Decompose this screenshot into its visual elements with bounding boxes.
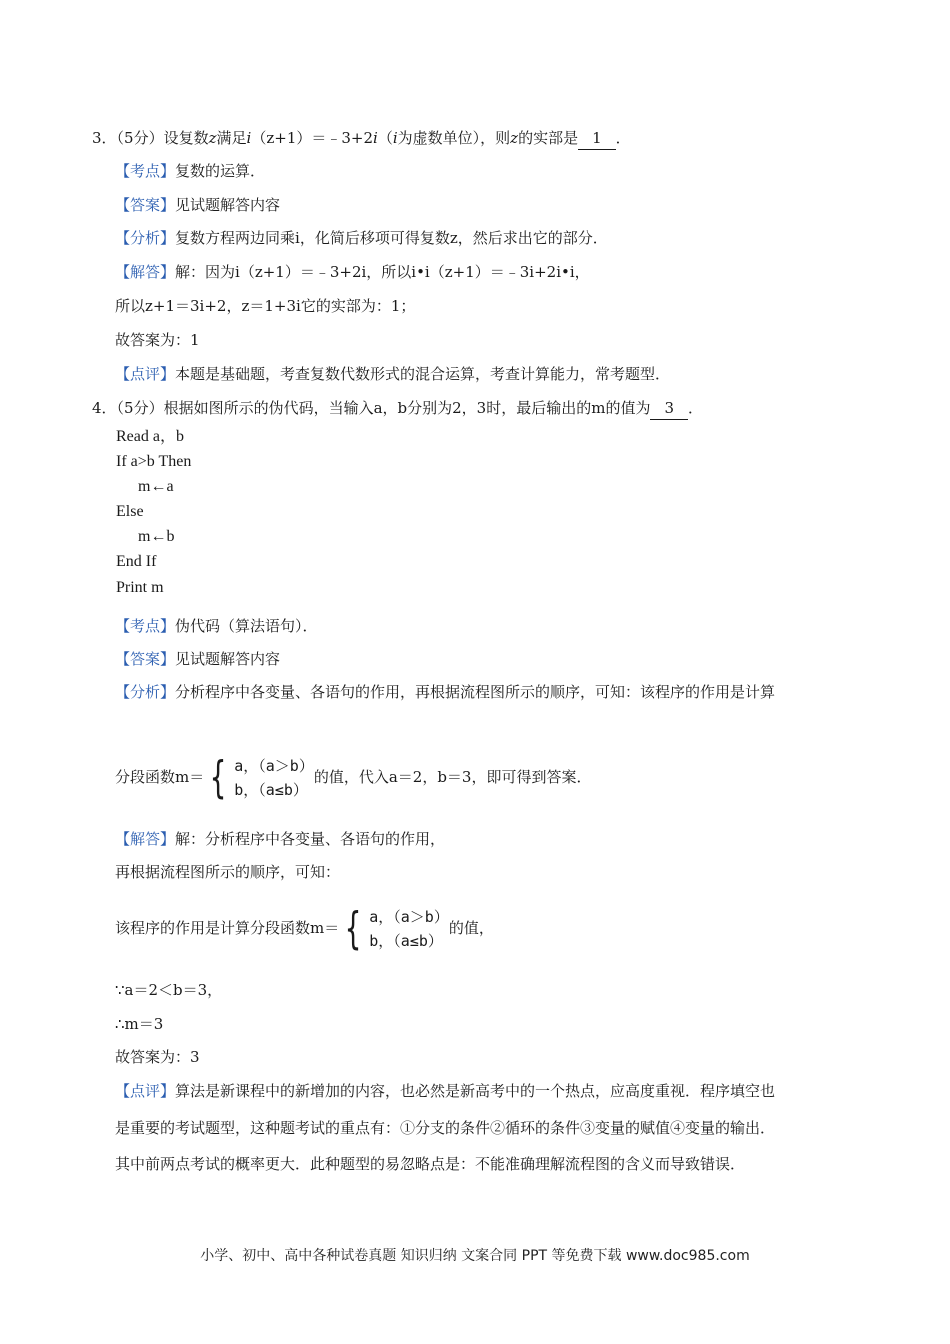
q4-jieda: 【解答】解：分析程序中各变量、各语句的作用，	[115, 830, 446, 848]
q4-jieda-line6: 故答案为：3	[115, 1048, 200, 1066]
q4-jieda-piecewise: 该程序的作用是计算分段函数m＝ { a，（a＞b） b，（a≤b） 的值，	[115, 903, 494, 954]
q4-answer-blank: 3	[650, 397, 688, 420]
q3-jieda-line3: 故答案为：1	[115, 331, 200, 349]
kaodian-tag: 【考点】	[115, 162, 176, 180]
q4-jieda-line5: ∴m＝3	[115, 1015, 164, 1033]
dianping-tag: 【点评】	[115, 365, 176, 383]
code-line-5: m←b	[138, 528, 175, 545]
daan-tag: 【答案】	[115, 650, 176, 668]
case-1: a，（a＞b）	[369, 908, 449, 926]
fenxi-tag: 【分析】	[115, 683, 176, 701]
q3-daan: 【答案】见试题解答内容	[115, 196, 281, 214]
q3-dianping: 【点评】本题是基础题，考查复数代数形式的混合运算，考查计算能力，常考题型．	[115, 365, 671, 383]
q3-jieda: 【解答】解：因为i（z+1）＝﹣3+2i，所以i•i（z+1）＝﹣3i+2i•i，	[115, 263, 590, 281]
fenxi-tag: 【分析】	[115, 229, 176, 247]
q4-jieda-line4: ∵a＝2＜b＝3，	[115, 981, 223, 999]
jieda-tag: 【解答】	[115, 263, 176, 281]
q4-dianping-line3: 其中前两点考试的概率更大．此种题型的易忽略点是：不能准确理解流程图的含义而导致错误．	[115, 1155, 746, 1173]
dianping-tag: 【点评】	[115, 1082, 176, 1100]
jieda-tag: 【解答】	[115, 830, 176, 848]
case-2: b，（a≤b）	[234, 781, 308, 799]
q4-jieda-line2: 再根据流程图所示的顺序，可知：	[115, 863, 341, 881]
case-1: a，（a＞b）	[234, 757, 314, 775]
q4-fenxi: 【分析】分析程序中各变量、各语句的作用，再根据流程图所示的顺序，可知：该程序的作用是计算	[115, 683, 776, 701]
q3-jieda-line2: 所以z+1＝3i+2，z＝1+3i它的实部为：1；	[115, 297, 416, 315]
q4-dianping-line2: 是重要的考试题型，这种题考试的重点有：①分支的条件②循环的条件③变量的赋值④变量的输出．	[115, 1119, 776, 1137]
q4-points: （5分）	[116, 399, 164, 417]
q4-fenxi-piecewise: 分段函数m＝ { a，（a＞b） b，（a≤b） 的值，代入a＝2，b＝3，即可得到答案．	[115, 752, 592, 803]
daan-tag: 【答案】	[115, 196, 176, 214]
q4-number: 4．	[92, 399, 117, 417]
q3-stem: 3．（5分）设复数z满足i（z+1）＝﹣3+2i（i为虚数单位），则z的实部是 1 ．	[92, 127, 631, 150]
q4-stem: 4．（5分）根据如图所示的伪代码，当输入a，b分别为2，3时，最后输出的m的值为 3 ．	[92, 397, 703, 420]
q3-kaodian: 【考点】复数的运算．	[115, 162, 266, 180]
piecewise-function	[339, 905, 449, 953]
q3-answer-blank: 1	[578, 127, 616, 150]
code-line-2: If a>b Then	[116, 453, 192, 470]
piecewise-function	[204, 754, 314, 802]
kaodian-tag: 【考点】	[115, 617, 176, 635]
code-line-3: m←a	[138, 478, 174, 495]
case-2: b，（a≤b）	[369, 932, 443, 950]
code-line-4: Else	[116, 503, 144, 520]
q4-dianping: 【点评】算法是新课程中的新增加的内容，也必然是新高考中的一个热点，应高度重视．程序填空也	[115, 1082, 776, 1100]
page-footer: 小学、初中、高中各种试卷真题 知识归纳 文案合同 PPT 等免费下载 www.doc985.com	[200, 1248, 750, 1264]
code-line-1: Read a，b	[116, 428, 184, 445]
code-line-7: Print m	[116, 579, 164, 596]
q3-points: （5分）	[116, 129, 164, 147]
brace-symbol: {	[344, 903, 362, 954]
q4-kaodian: 【考点】伪代码（算法语句）．	[115, 617, 318, 635]
q4-daan: 【答案】见试题解答内容	[115, 650, 281, 668]
q3-fenxi: 【分析】复数方程两边同乘i，化简后移项可得复数z，然后求出它的部分．	[115, 229, 608, 247]
q3-number: 3．	[92, 129, 117, 147]
code-line-6: End If	[116, 553, 157, 570]
brace-symbol: {	[209, 752, 227, 803]
